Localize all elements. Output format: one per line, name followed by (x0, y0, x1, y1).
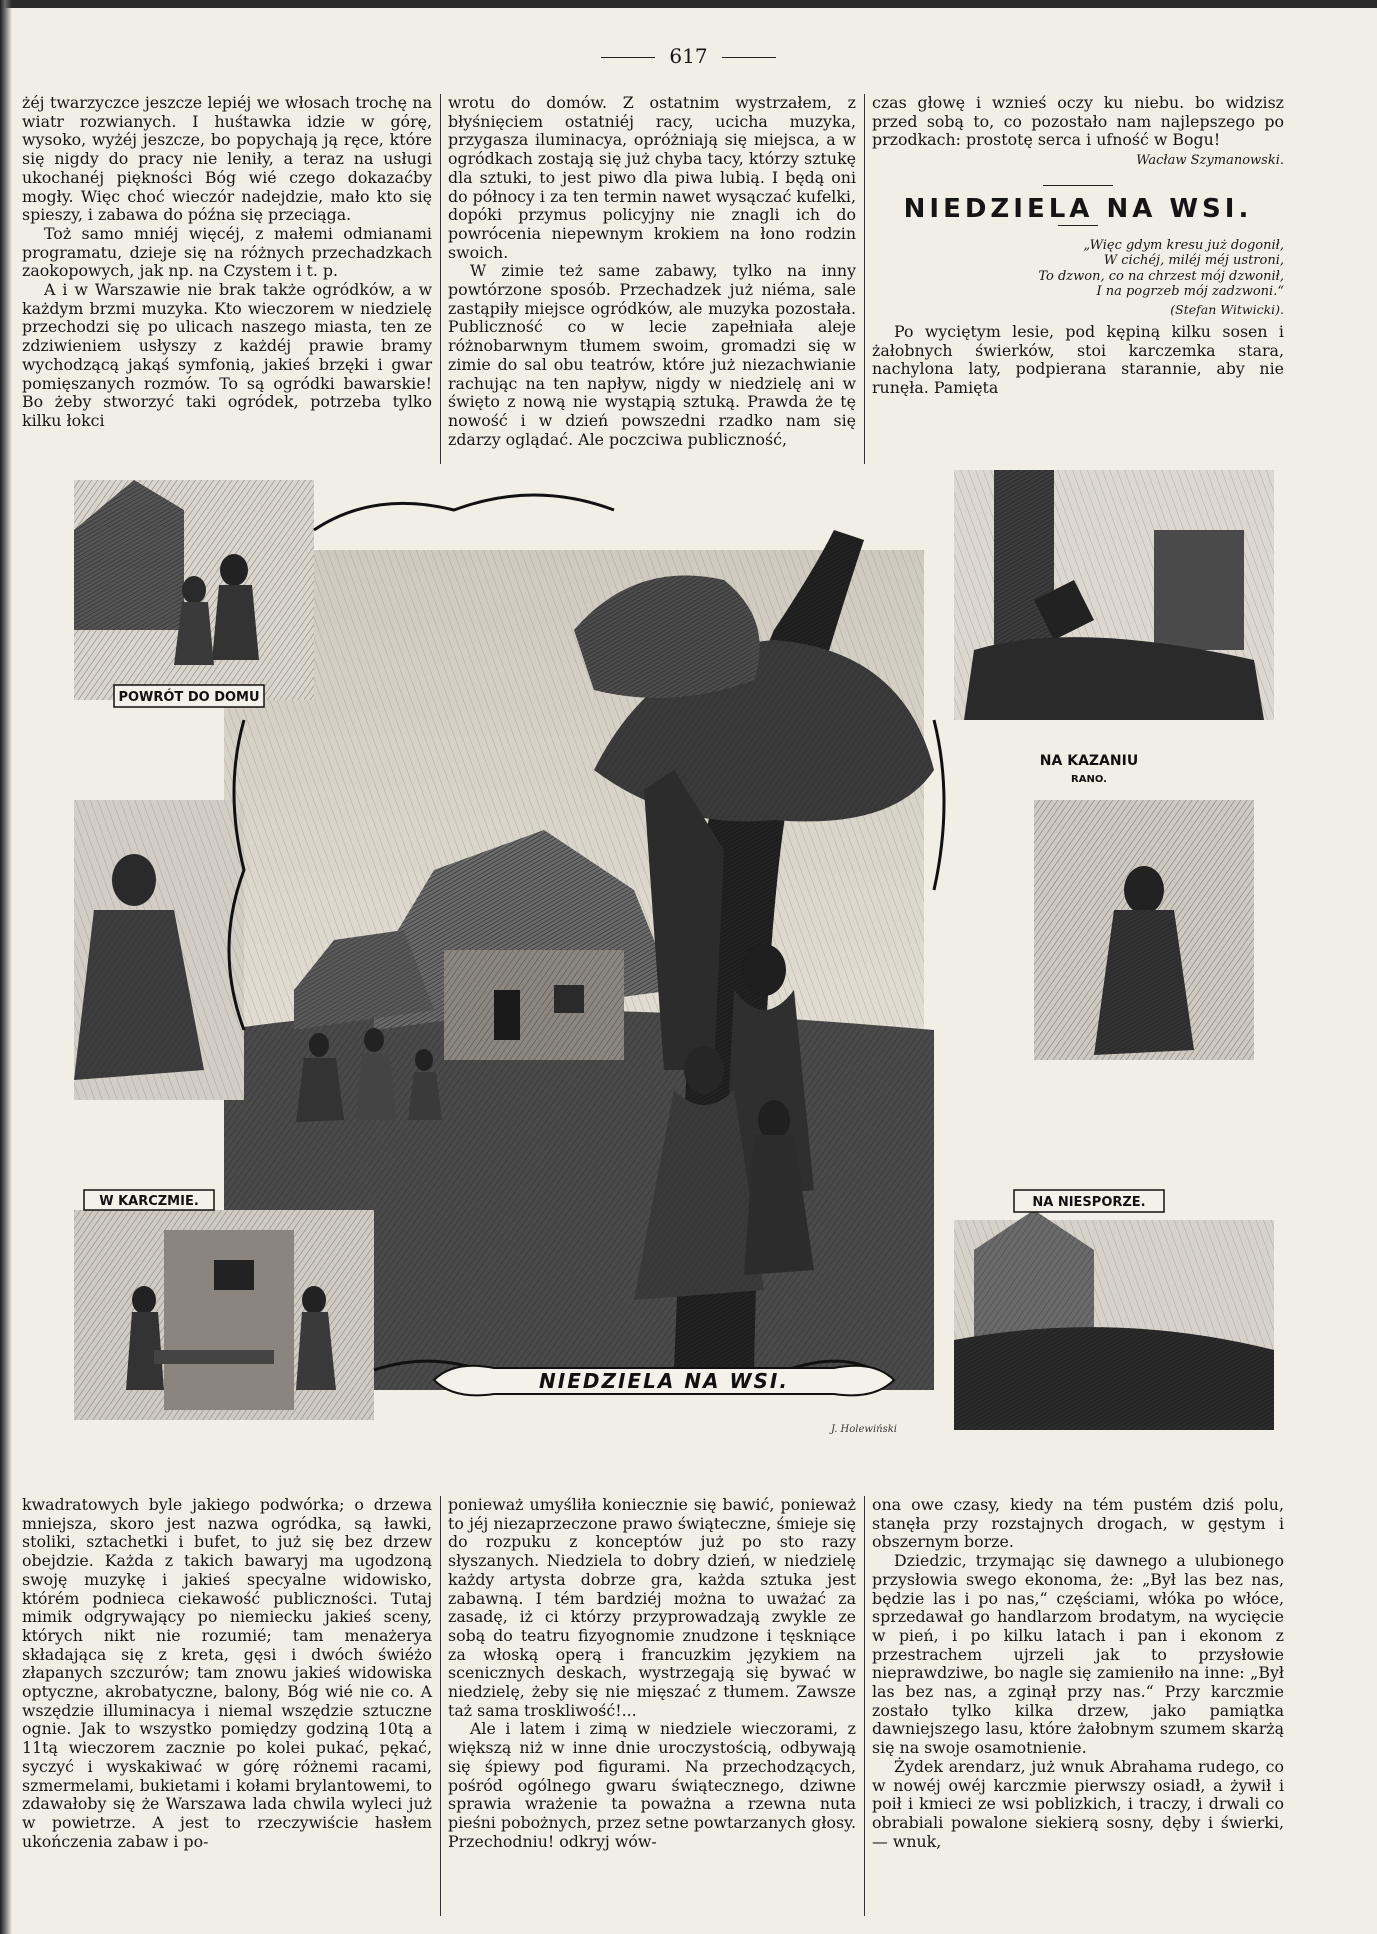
vignette-vespers (954, 1190, 1274, 1430)
epigraph (872, 238, 1284, 318)
label-morning: RANO. (1071, 774, 1107, 785)
bottom-column-1 (22, 1496, 432, 1851)
page-header (0, 44, 1377, 68)
column-divider (864, 94, 865, 464)
label-inn: W KARCZMIE. (99, 1194, 199, 1209)
header-rule-left (601, 57, 655, 58)
banner-title: NIEDZIELA NA WSI. (539, 1369, 789, 1393)
epigraph-line: I na pogrzeb mój zadzwoni.“ (1096, 284, 1284, 300)
paragraph: czas głowę i wznieś oczy ku niebu. bo widzisz przed sobą to, co pozostało nam najlepszego po przodkach: prostotę serca i ufność w Bogu! (872, 93, 1284, 150)
title-banner (434, 1366, 894, 1396)
top-column-1 (22, 94, 432, 431)
label-sermon: NA KAZANIU (1039, 753, 1139, 769)
article-title: NIEDZIELA NA WSI. (903, 193, 1253, 224)
bottom-column-2 (448, 1496, 856, 1851)
paragraph: Po wyciętym lesie, pod kępiną kilku sosen i żałobnych świerków, stoi karczemka stara, nachylona laty, podpierana starannie, aby nie runęła. Pamięta (872, 322, 1284, 398)
section-rule (1043, 185, 1113, 186)
epigraph-line: To dzwon, co na chrzest mój dzwonił, (1038, 268, 1284, 284)
bottom-column-3 (872, 1496, 1284, 1851)
vignette-sermon (954, 470, 1274, 785)
paragraph: A i w Warszawie nie brak także ogródków, a w każdym brzmi muzyka. Kto wieczorem w niedzielę przechodzi się po ulicach naszego miasta, ten ze zdziwieniem usłyszy z każdéj prawie bramy wychodzącą jakąś symfonią, jakieś brzęki i gwar pomięszanych rozmów. To są ogródki bawarskie! Bo żeby stworzyć taki ogródek, potrzeba tylko kilku łokci (22, 280, 432, 430)
paragraph: wrotu do domów. Z ostatnim wystrzałem, z błyśnięciem ostatniéj racy, ucicha muzyka, przygasza iluminacya, opróżniają się miejsca, a w ogródkach zostają się już chyba tacy, którzy sztukę dla sztuki, to jest piwo dla piwa lubią. I będą oni do północy i za ten termin nawet wysączać kufelki, dopóki przymus policyjny nie znagli ich do powrócenia niepewnym krokiem na łono rodzin swoich. (448, 93, 856, 262)
scan-left-shadow (0, 0, 12, 1934)
page-number: 617 (669, 44, 708, 68)
engraving-illustration (74, 470, 1274, 1440)
paragraph: Żydek arendarz, już wnuk Abrahama rudego, co w nowéj owéj karczmie pierwszy osiadł, a żywił i poił i kmieci ze wsi poblizkich, i traczy, i drwali co obrabiali powalone siekierą sosny, dęby i świerki, — wnuk, (872, 1756, 1284, 1851)
top-column-2 (448, 94, 856, 449)
vignette-musician-right (1034, 800, 1254, 1060)
epigraph-line: W cichéj, miléj méj ustroni, (1103, 253, 1284, 269)
paragraph: ponieważ umyśliła koniecznie się bawić, ponieważ to jéj niezaprzeczone prawo świąteczne, śmieje się do rozpuku z konceptów już po sto razy słyszanych. Niedziela to dobry dzień, w niedzielę każdy artysta dobrze gra, każda sztuka jest zabawną. I tém bardziéj można to uważać za zasadę, iż ci którzy przyprowadzają zwykle ze sobą do teatru fizyognomie znudzone i tęskniące za włoską operą i francuzkim językiem na scenicznych deskach, wystrzegają się bywać w niedzielę, żeby się nie mięszać z tłumem. Zawsze taż sama troskliwość!... (448, 1495, 856, 1720)
paragraph: Toż samo mniéj więcéj, z małemi odmianami programatu, dzieje się na różnych przechadzkach zaokopowych, jak np. na Czystem i t. p. (22, 223, 432, 281)
top-column-3 (872, 94, 1284, 398)
paragraph: Dziedzic, trzymając się dawnego a ulubionego przysłowia swego ekonoma, że: „Był las bez nas, będzie las i po nas,“ częściami, włóka po włóce, sprzedawał go handlarzom brodatym, na wycięcie w pień, i po kilku latach i pan i ekonom z przestrachem ujrzeli jak to przysłowie nieprawdziwe, bo nagle się zamieniło na inne: „Był las bez nas, a zginął przy nas.“ Przy karczmie zostało tylko kilka drzew, jako pamiątka dawniejszego lasu, które żałobnym szumem skarżą się na swoje osamotnienie. (872, 1551, 1284, 1758)
column-divider (440, 94, 441, 464)
paragraph: W zimie też same zabawy, tylko na inny powtórzone sposób. Przechadzek już niéma, sale zastąpiły miejsce ogródków, ale muzyka pozostała. Publiczność co w lecie zapełniała aleje różnobarwnym tłumem swoim, gromadzi się w zimie do sal obu teatrów, które już niezachwianie rachując na ten napływ, nigdy w niedzielę ani w święto z nową nie wystąpią sztuką. Prawda że tę nowość i w dzień powszedni rzadko nam się zdarzy oglądać. Ale poczciwa publiczność, (448, 261, 856, 449)
column-divider (440, 1496, 441, 1916)
vignette-return-home (74, 480, 314, 707)
epigraph-author: (Stefan Witwicki). (1170, 301, 1284, 317)
label-vespers: NA NIESPORZE. (1032, 1195, 1146, 1210)
paragraph: Ale i latem i zimą w niedziele wieczorami, z większą niż w inne dnie uroczystością, odbywają się śpiewy pod figurami. Na przechodzących, pośród ogólnego gwaru świątecznego, dziwne sprawia wrażenie ta poważna a rzewna nuta pieśni pobożnych, przez setne powtarzanych głosy. Przechodniu! odkryj wów- (448, 1719, 856, 1851)
header-rule-right (722, 57, 776, 58)
author-signature: Wacław Szymanowski. (1136, 153, 1284, 169)
engraver-signature: J. Holewiński (830, 1424, 898, 1435)
scan-top-edge (0, 0, 1377, 8)
epigraph-line: „Więc gdym kresu już dogonił, (1083, 237, 1284, 253)
title-rule (1058, 225, 1098, 226)
paragraph: ona owe czasy, kiedy na tém pustém dziś polu, stanęła przy rozstajnych drogach, w gęstym i obszernym borze. (872, 1495, 1284, 1552)
column-divider (864, 1496, 865, 1916)
paragraph: kwadratowych byle jakiego podwórka; o drzewa mniejsza, skoro jest nazwa ogródka, są ławki, stoliki, sztachetki i bufet, to już się bez drzew obejdzie. Każda z takich bawaryj ma ugodzoną swoję muzykę i jakieś specyalne widowisko, którém podnieca ciekawość publiczności. Tutaj mimik odgrywający po niemiecku jakieś sceny, których nikt nie rozumié; tam menażerya składająca się z kreta, gęsi i dwóch świéżo złapanych szczurów; tam znowu jakieś widowiska optyczne, akrobatyczne, balony, Bóg wié nie co. A wszędzie illuminacya i niemal wszędzie sztuczne ognie. Jak to wszystko pomiędzy godziną 10tą a 11tą wieczorem zacznie po kolei pukać, pękać, syczyć i wyskakiwać w górę różnemi racami, szmermelami, bukietami i kołami brylantowemi, to zdawałoby się że Warszawa lada chwila wyleci już w powietrze. A jest to rzeczywiście hasłem ukończenia zabaw i po- (22, 1495, 432, 1851)
label-return-home: POWRÓT DO DOMU (118, 690, 260, 705)
vignette-inn (74, 1190, 374, 1420)
vignette-woman-left (74, 800, 244, 1100)
paragraph: żéj twarzyczce jeszcze lepiéj we włosach trochę na wiatr rozwianych. I huśtawka idzie w górę, wysoko, wyżéj jeszcze, bo popychają ją ręce, które się nigdy do pracy nie leniły, a teraz na usługi ukochanéj piękności Bóg wié czego dokazaćby mogły. Więc choć wieczór nadejdzie, mało kto się spieszy, i zabawa do późna się przeciąga. (22, 93, 432, 225)
